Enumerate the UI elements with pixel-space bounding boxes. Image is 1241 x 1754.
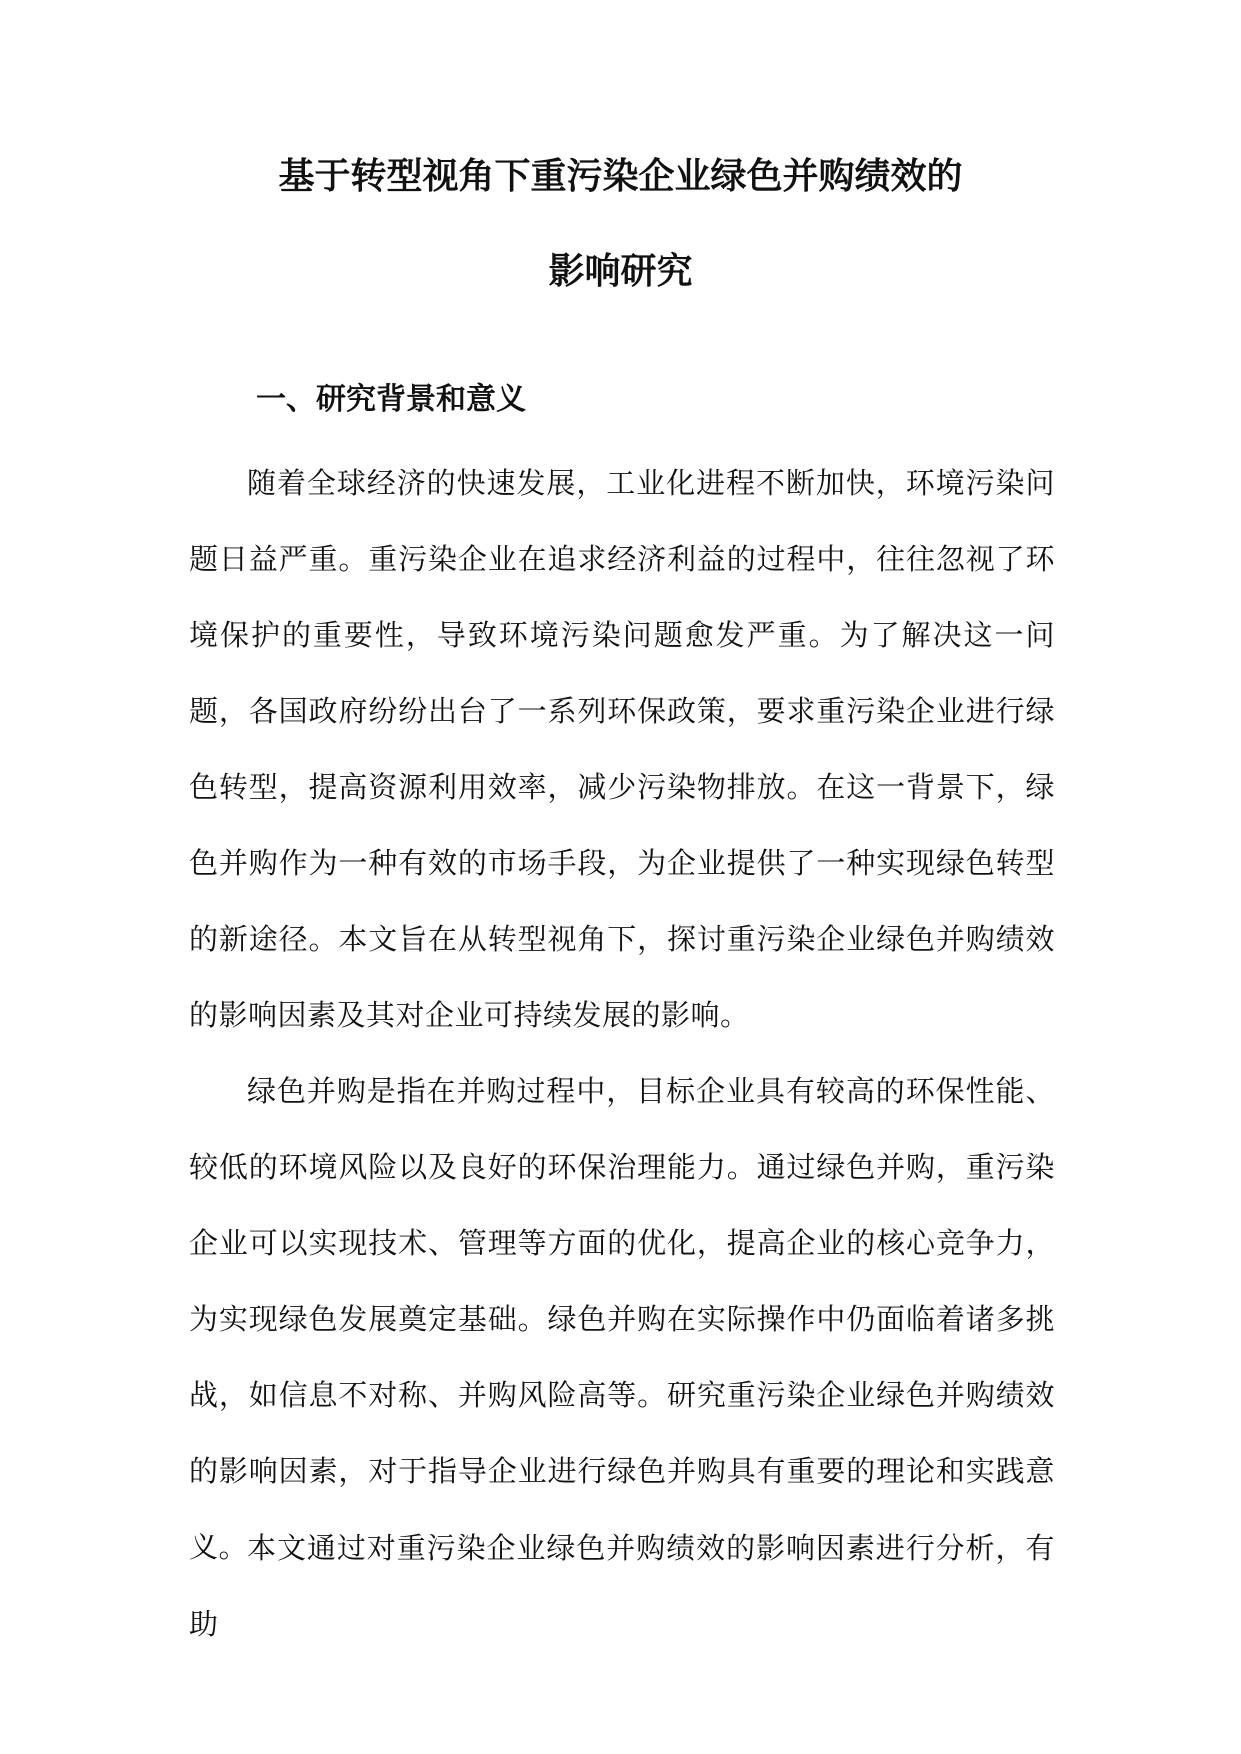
body-paragraph-1: 随着全球经济的快速发展，工业化进程不断加快，环境污染问题日益严重。重污染企业在追求经济利益的过程中，往往忽视了环境保护的重要性，导致环境污染问题愈发严重。为了解决这一问题，各国政府纷纷出台了一系列环保政策，要求重污染企业进行绿色转型，提高资源利用效率，减少污染物排放。在这一背景下，绿色并购作为一种有效的市场手段，为企业提供了一种实现绿色转型的新途径。本文旨在从转型视角下，探讨重污染企业绿色并购绩效的影响因素及其对企业可持续发展的影响。 <box>189 466 1055 1032</box>
document-title-line-1: 基于转型视角下重污染企业绿色并购绩效的 <box>278 156 963 197</box>
body-paragraph-2: 绿色并购是指在并购过程中，目标企业具有较高的环保性能、较低的环境风险以及良好的环保治理能力。通过绿色并购，重污染企业可以实现技术、管理等方面的优化，提高企业的核心竞争力，为实现绿色发展奠定基础。绿色并购在实际操作中仍面临着诸多挑战，如信息不对称、并购风险高等。研究重污染企业绿色并购绩效的影响因素，对于指导企业进行绿色并购具有重要的理论和实践意义。 <box>189 1074 1055 1564</box>
document-title-line-2: 影响研究 <box>548 251 693 292</box>
body-paragraph-3: 本文通过对重污染企业绿色并购绩效的影响因素进行分析，有助 <box>189 1531 1055 1641</box>
section-heading: 一、研究背景和意义 <box>256 382 526 417</box>
